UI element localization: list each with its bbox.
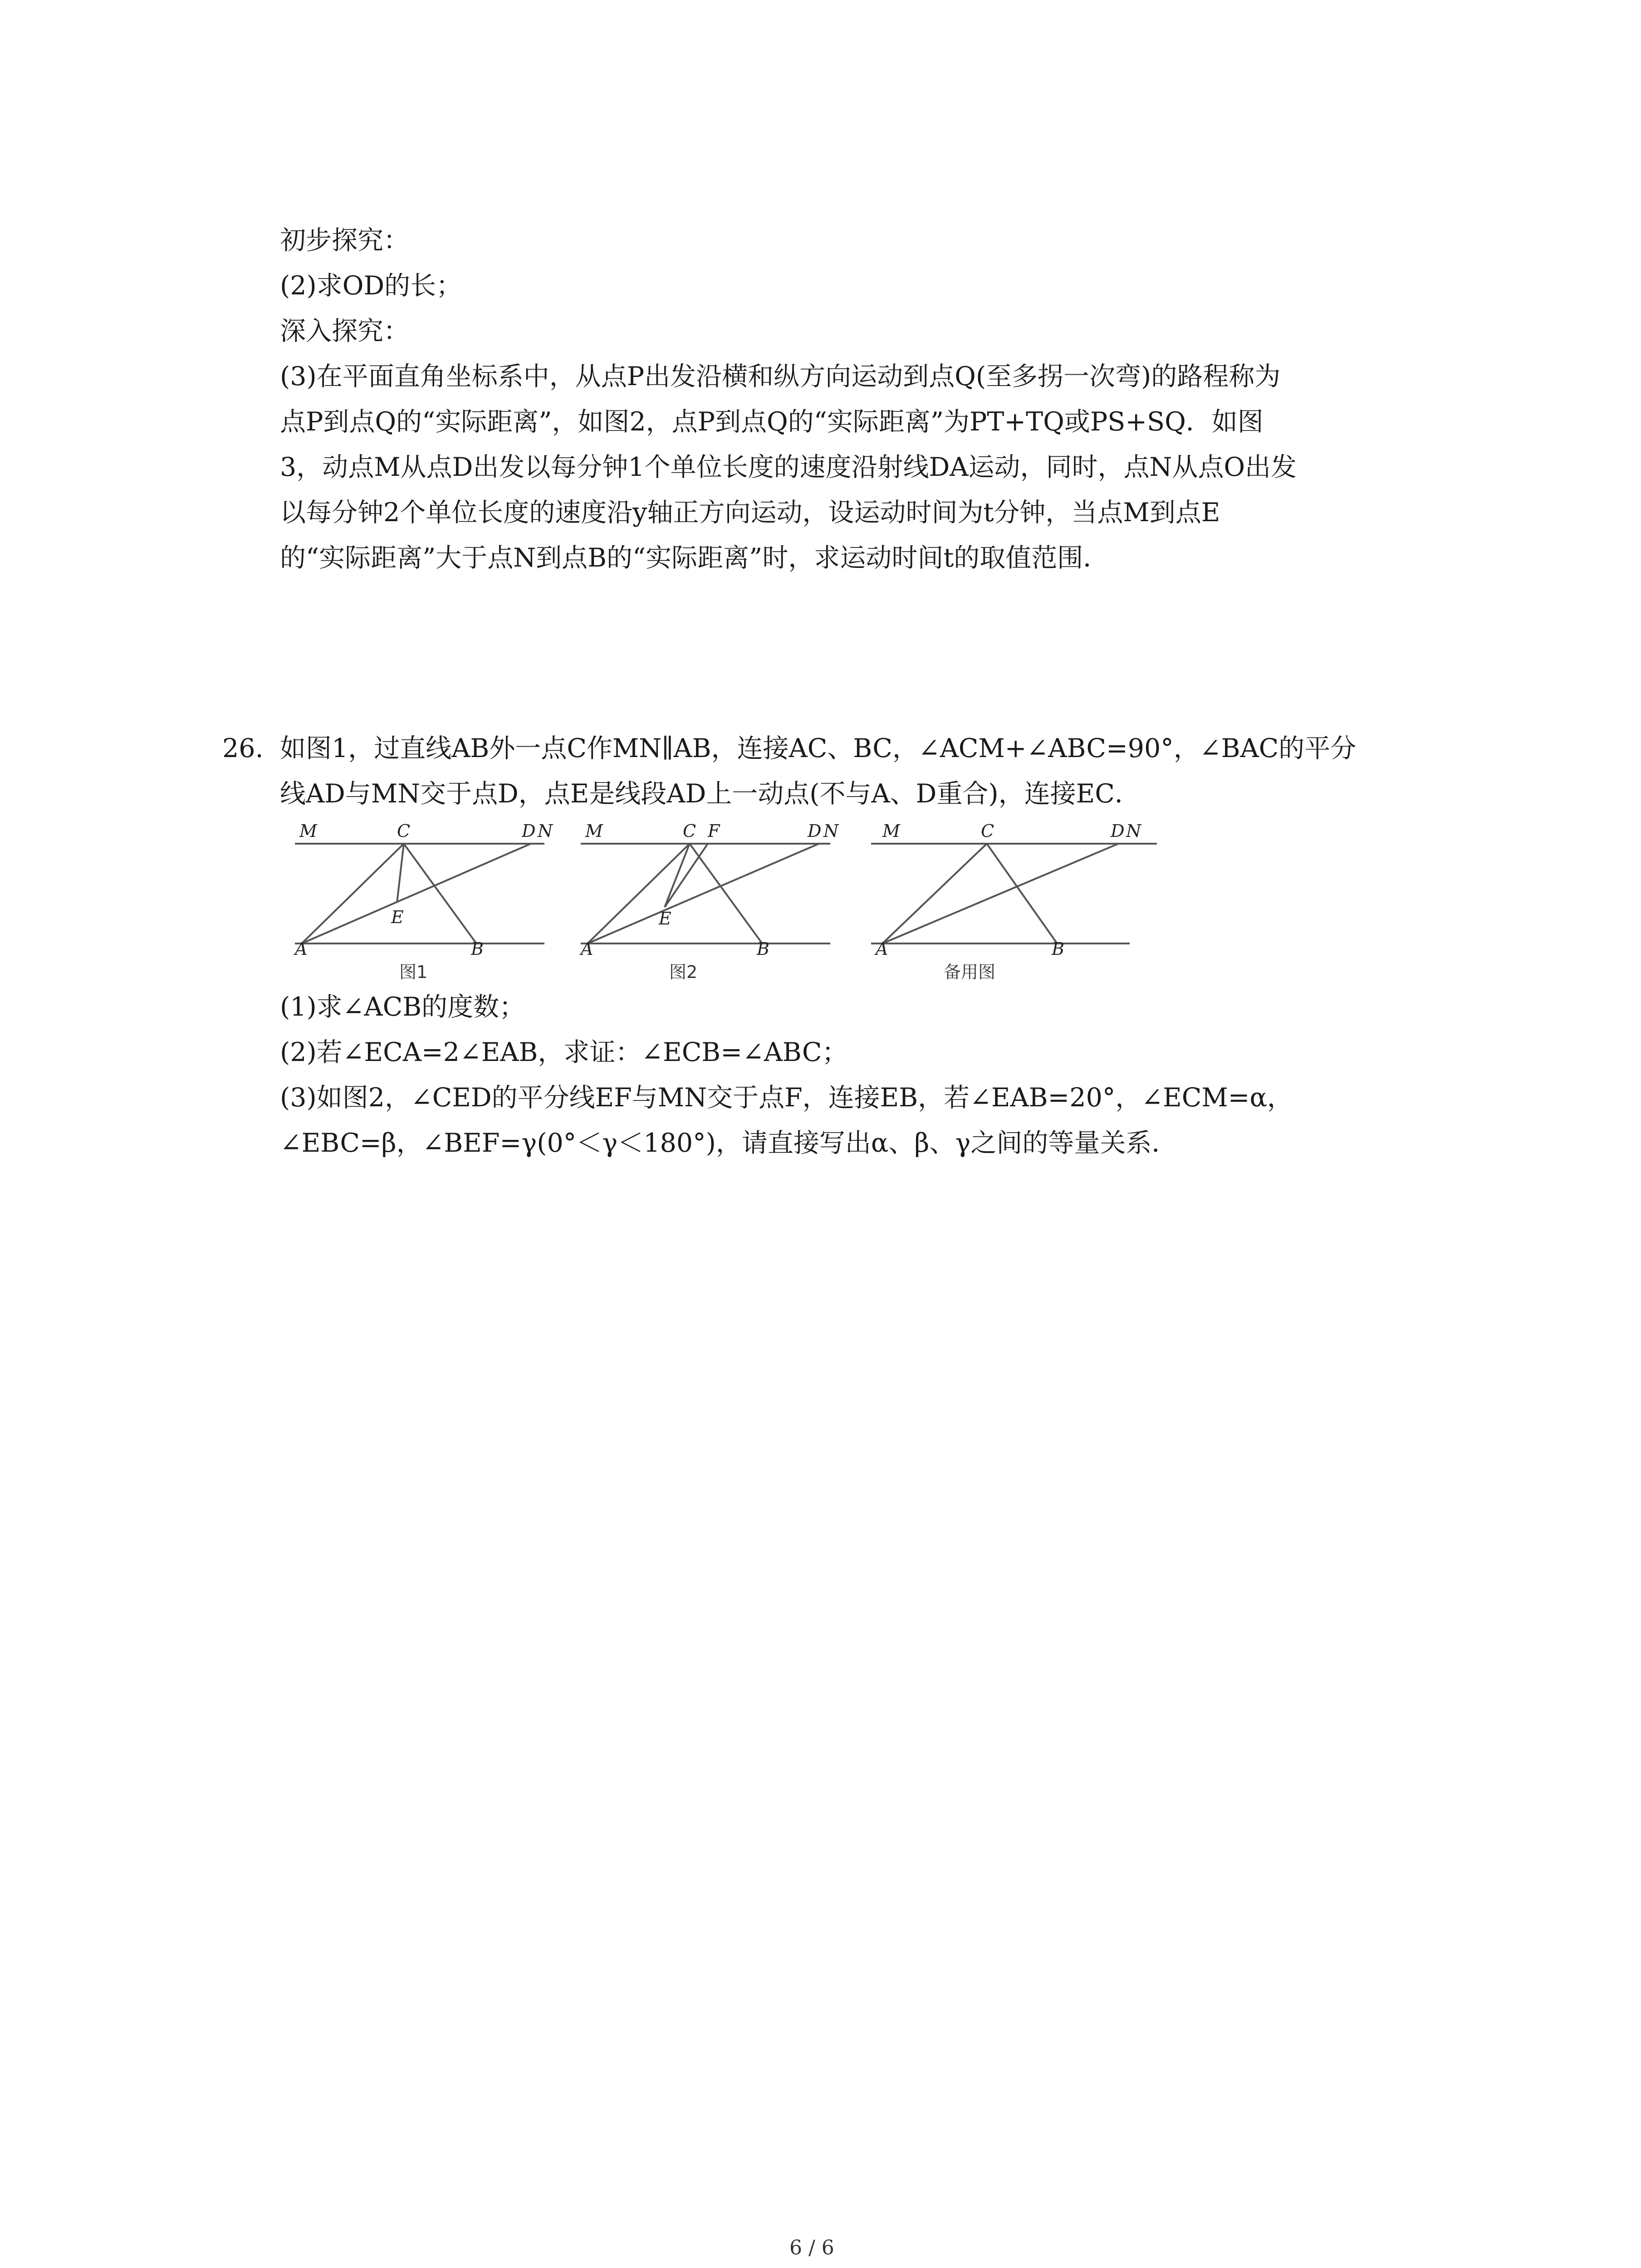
text-line: (3)在平面直角坐标系中，从点P出发沿横和纵方向运动到点Q(至多拐一次弯)的路程称为	[280, 362, 1281, 391]
figure-1-diagram	[286, 816, 553, 959]
point-label-C: C	[683, 821, 696, 841]
text-line: 的“实际距离”大于点N到点B的“实际距离”时，求运动时间t的取值范围．	[280, 543, 1109, 573]
sub-question-line: ∠EBC=β，∠BEF=γ(0°＜γ＜180°)，请直接写出α、β、γ之间的等量关系．	[280, 1128, 1178, 1158]
figure-spare-diagram	[862, 816, 1161, 957]
point-label-N: N	[823, 821, 839, 841]
sub-question-line: (3)如图2，∠CED的平分线EF与MN交于点F，连接EB，若∠EAB=20°，∠ECM=α，	[280, 1083, 1293, 1113]
point-label-M: M	[299, 821, 317, 841]
point-label-M: M	[585, 821, 603, 841]
page-number: 6 / 6	[789, 2236, 834, 2259]
point-label-F: F	[708, 821, 720, 841]
question-stem-line: 如图1，过直线AB外一点C作MN∥AB，连接AC、BC，∠ACM+∠ABC=90°，∠BAC的平分	[280, 733, 1357, 763]
point-label-B: B	[1052, 939, 1064, 959]
question-stem-line: 线AD与MN交于点D，点E是线段AD上一动点(不与A、D重合)，连接EC．	[280, 779, 1141, 809]
text-line: 深入探究：	[280, 316, 409, 346]
point-label-A: A	[581, 939, 593, 959]
point-label-C: C	[397, 821, 411, 841]
figure-1-caption: 图1	[399, 962, 428, 982]
figure-2-caption: 图2	[669, 962, 698, 982]
point-label-E: E	[659, 909, 671, 929]
point-label-D: D	[1111, 821, 1125, 841]
point-label-A: A	[295, 939, 308, 959]
point-label-E: E	[391, 907, 404, 927]
point-label-N: N	[1126, 821, 1141, 841]
point-label-D: D	[522, 821, 536, 841]
point-label-M: M	[882, 821, 900, 841]
point-label-C: C	[981, 821, 994, 841]
point-label-N: N	[538, 821, 553, 841]
question-number: 26.	[222, 733, 264, 763]
text-line: 点P到点Q的“实际距离”，如图2，点P到点Q的“实际距离”为PT+TQ或PS+SQ．如图	[280, 407, 1264, 437]
figure-2-diagram	[572, 816, 839, 959]
text-line: (2)求OD的长；	[280, 271, 462, 301]
point-label-D: D	[808, 821, 822, 841]
point-label-B: B	[471, 939, 484, 959]
text-line: 3，动点M从点D出发以每分钟1个单位长度的速度沿射线DA运动，同时，点N从点O出发	[280, 452, 1297, 482]
point-label-B: B	[757, 939, 769, 959]
text-line: 初步探究：	[280, 225, 409, 255]
sub-question-line: (2)若∠ECA=2∠EAB，求证：∠ECB=∠ABC；	[280, 1037, 848, 1067]
figure-spare-caption: 备用图	[944, 962, 996, 982]
point-label-A: A	[876, 939, 888, 959]
text-line: 以每分钟2个单位长度的速度沿y轴正方向运动，设运动时间为t分钟，当点M到点E	[280, 498, 1220, 528]
sub-question-line: (1)求∠ACB的度数；	[280, 992, 525, 1022]
